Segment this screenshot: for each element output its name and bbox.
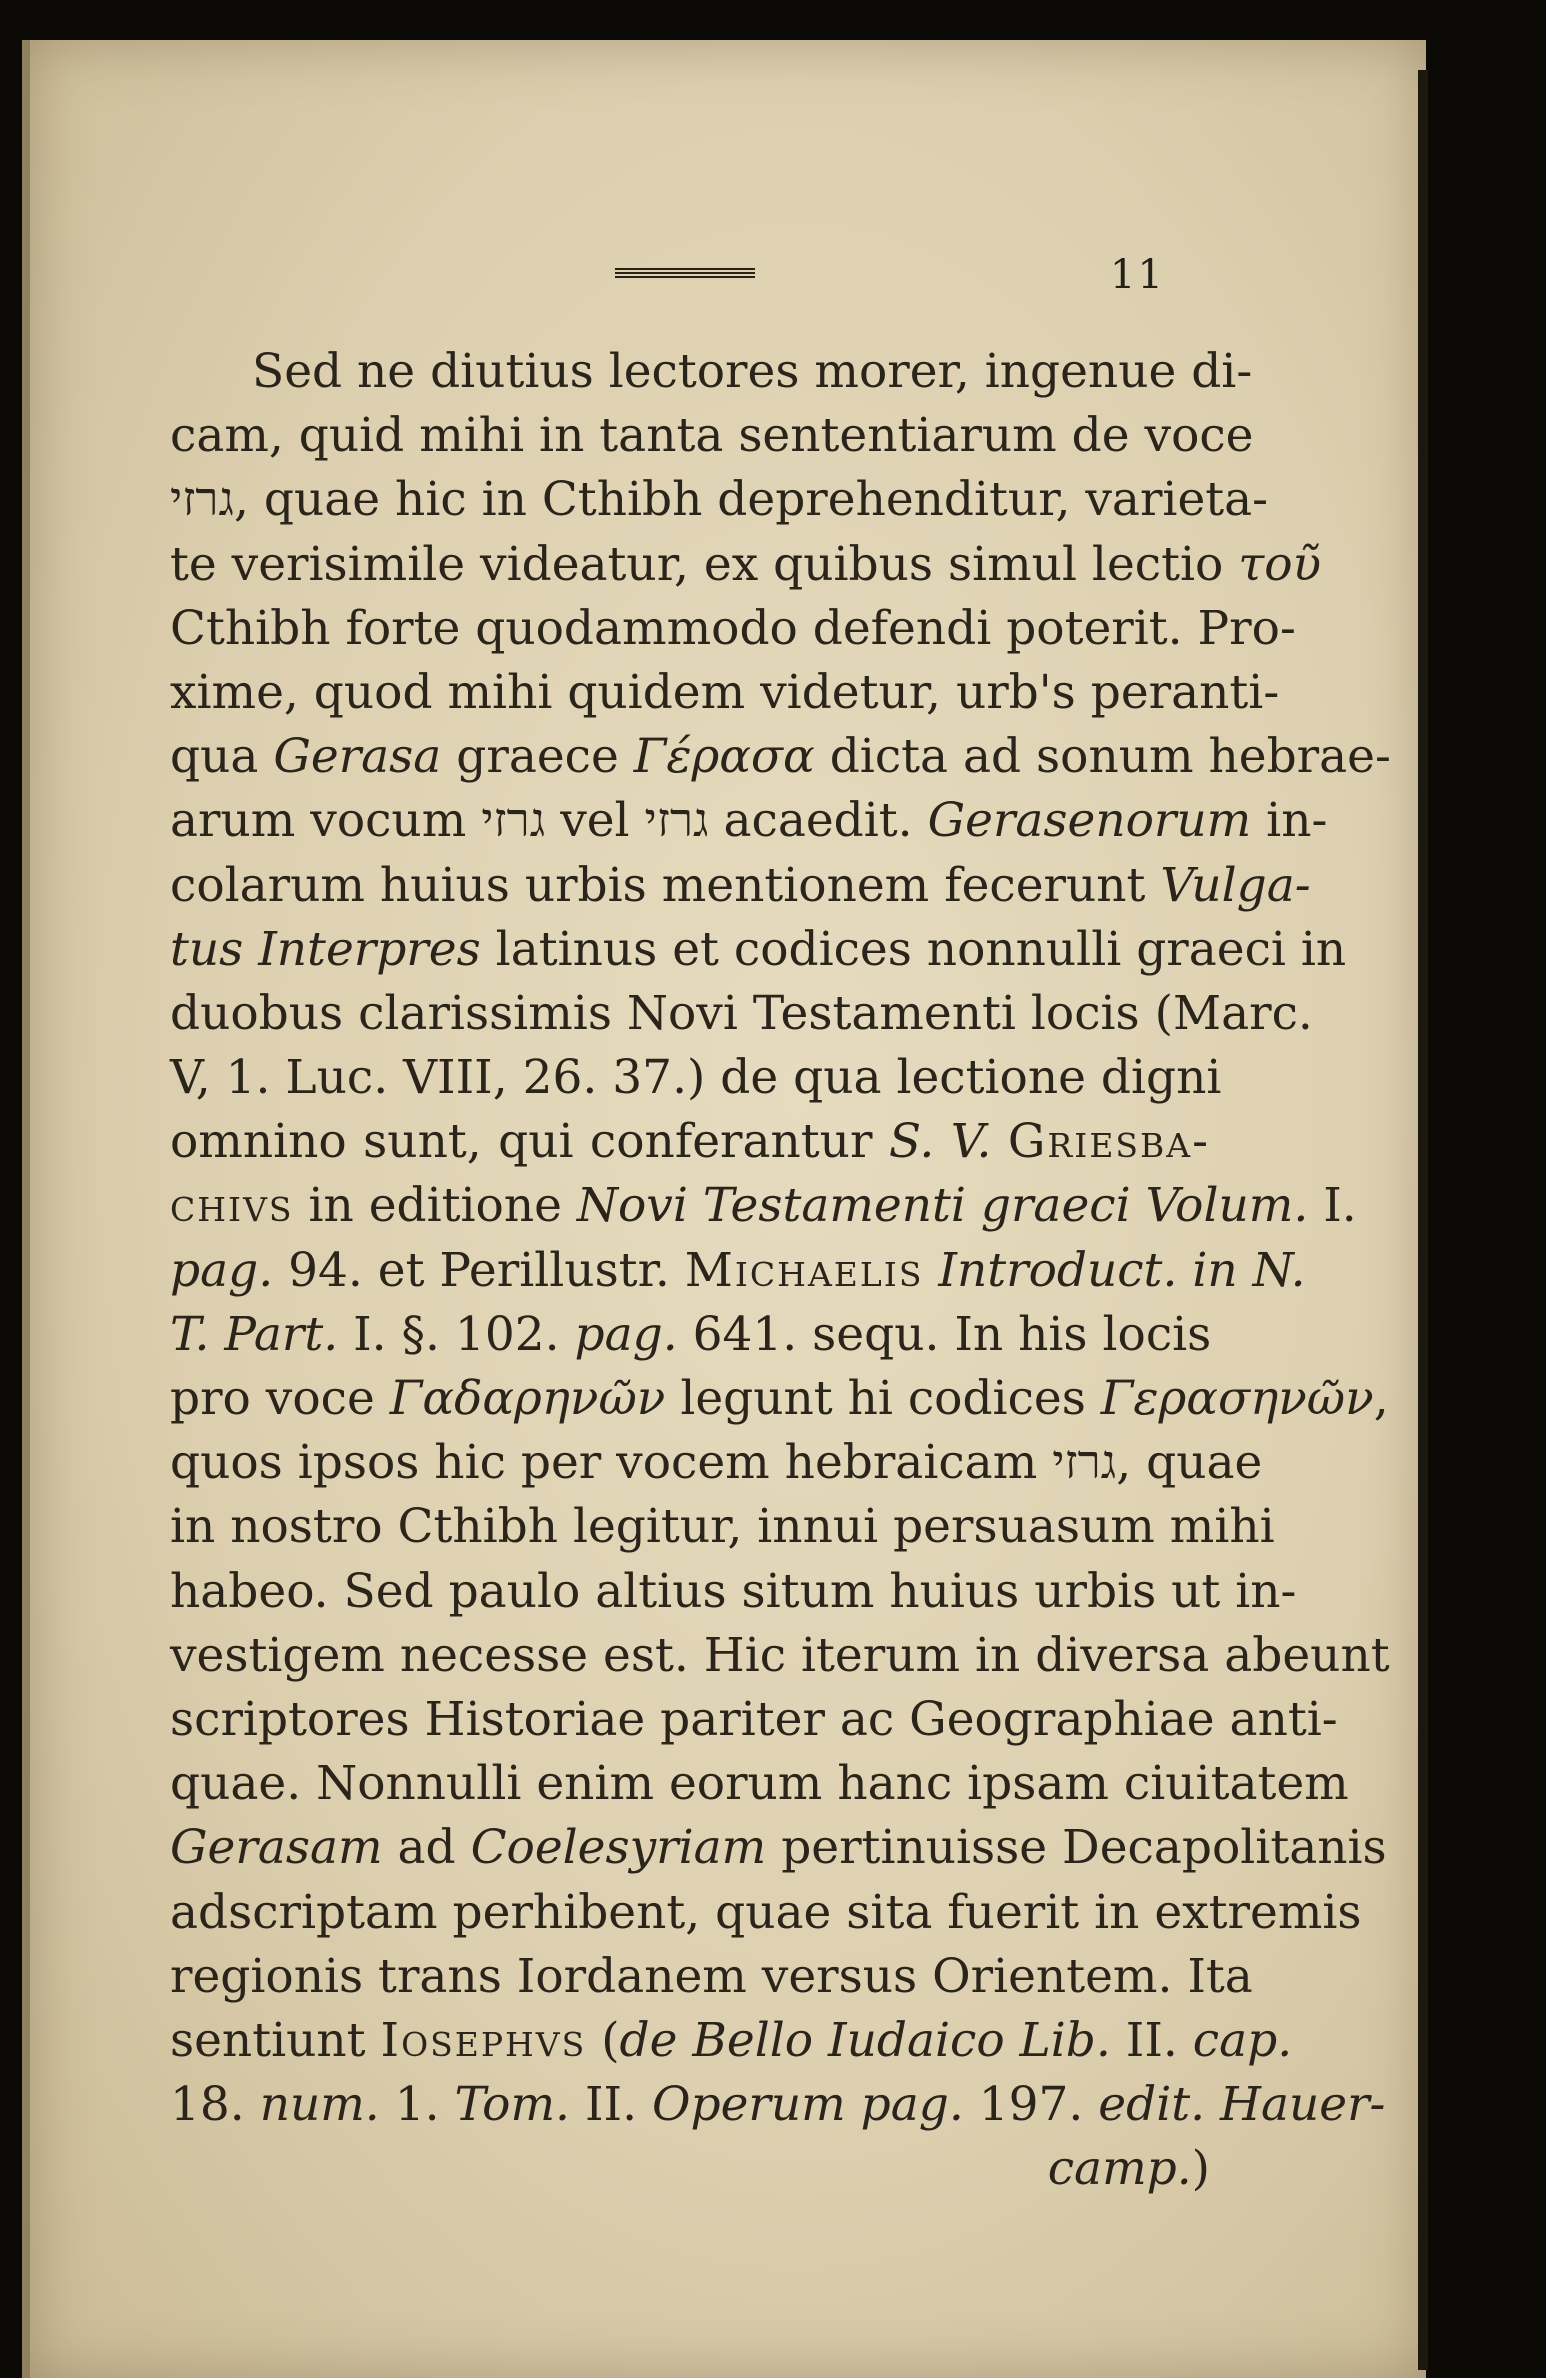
text-run: graece xyxy=(441,729,634,785)
italic-run: num. xyxy=(259,2077,380,2133)
text-line xyxy=(170,2137,1210,2201)
text-line xyxy=(170,468,1269,532)
italic-run: Tom. xyxy=(454,2077,570,2133)
text-run: adscriptam perhibent, quae sita fuerit in extremis xyxy=(170,1884,1362,1940)
text-line xyxy=(170,1239,1306,1303)
text-run: ) xyxy=(1191,2141,1210,2197)
text-run: ( xyxy=(586,2012,620,2068)
text-run: in- xyxy=(1251,793,1328,849)
italic-run: edit. Hauer- xyxy=(1098,2077,1386,2133)
italic-run: pag. xyxy=(574,1306,678,1362)
text-line xyxy=(170,725,1391,789)
text-run: omnino sunt, qui conferantur xyxy=(170,1114,889,1170)
text-run: duobus clarissimis Novi Testamenti locis (Marc. xyxy=(170,985,1313,1041)
italic-run: Vulga- xyxy=(1160,857,1311,913)
text-line xyxy=(170,1367,1389,1431)
body-text xyxy=(170,340,1391,2201)
text-run: quos ipsos hic per vocem hebraicam גרזי, quae xyxy=(170,1435,1263,1491)
small-caps-run: chivs xyxy=(170,1178,294,1234)
italic-run: Gerasenorum xyxy=(927,793,1252,849)
italic-run: de Bello Iudaico Lib. xyxy=(619,2012,1111,2068)
small-caps-run: Iosephvs xyxy=(380,2012,587,2068)
text-run: scriptores Historiae pariter ac Geographiae anti- xyxy=(170,1691,1338,1747)
text-line xyxy=(170,1303,1210,1367)
text-run: regionis trans Iordanem versus Orientem. Ita xyxy=(170,1948,1253,2004)
italic-run: Gerasam xyxy=(170,1820,383,1876)
text-run: cam, quid mihi in tanta sententiarum de voce xyxy=(170,408,1254,464)
italic-run: S. V. xyxy=(888,1114,992,1170)
text-line xyxy=(170,533,1322,597)
text-run: legunt hi codices xyxy=(665,1371,1101,1426)
text-run: I. xyxy=(1308,1178,1357,1234)
text-run: I. §. 102. xyxy=(338,1306,575,1362)
italic-run: Γέρασα xyxy=(633,729,815,785)
text-line xyxy=(170,1881,1362,1945)
text-run: , xyxy=(1373,1371,1389,1426)
text-run: colarum huius urbis mentionem fecerunt xyxy=(170,857,1161,913)
page-number: 11 xyxy=(1110,252,1165,298)
text-line xyxy=(170,918,1347,982)
text-run: pro voce xyxy=(170,1371,390,1426)
text-run: in nostro Cthibh legitur, innui persuasum mihi xyxy=(170,1499,1275,1555)
italic-run: T. Part. xyxy=(170,1306,339,1362)
text-run: pertinuisse Decapolitanis xyxy=(766,1820,1387,1876)
text-run: 641. sequ. In his locis xyxy=(677,1306,1212,1362)
italic-run: Operum pag. xyxy=(651,2077,964,2133)
text-run: latinus et codices nonnulli graeci in xyxy=(480,921,1347,977)
text-line xyxy=(170,1110,1210,1174)
book-page xyxy=(22,40,1426,2378)
small-caps-run: Michaelis xyxy=(684,1242,924,1298)
text-line xyxy=(170,854,1311,918)
text-run: Cthibh forte quodammodo defendi poterit. Pro- xyxy=(170,600,1296,656)
italic-run: τοῦ xyxy=(1238,536,1322,592)
italic-run: Introduct. in N. xyxy=(938,1242,1306,1298)
text-run: 18. xyxy=(170,2077,260,2133)
text-run: vestigem necesse est. Hic iterum in diversa abeunt xyxy=(170,1627,1390,1683)
text-run xyxy=(923,1243,938,1298)
text-run: in editione xyxy=(293,1178,577,1234)
text-run: Sed ne diutius lectores morer, ingenue di- xyxy=(252,344,1253,399)
italic-run: Gerasa xyxy=(273,729,442,785)
text-run: 94. et Perillustr. xyxy=(273,1242,685,1298)
text-line xyxy=(170,1752,1349,1816)
text-line xyxy=(170,340,1253,404)
text-line xyxy=(170,1174,1357,1238)
text-line xyxy=(170,1945,1253,2009)
text-line xyxy=(170,2009,1293,2073)
text-line xyxy=(170,1046,1222,1110)
text-run xyxy=(991,1114,1007,1169)
text-line xyxy=(170,1688,1338,1752)
italic-run: Γερασηνῶν xyxy=(1100,1371,1374,1426)
text-run: 1. xyxy=(379,2077,455,2133)
italic-run: pag. xyxy=(170,1242,274,1298)
text-line xyxy=(170,597,1296,661)
text-run: II. xyxy=(1110,2012,1193,2068)
text-line xyxy=(170,1431,1263,1495)
italic-run: Novi Testamenti graeci Volum. xyxy=(576,1178,1309,1234)
text-run: ad xyxy=(382,1820,471,1876)
text-run: qua xyxy=(170,729,274,785)
italic-run: camp. xyxy=(1047,2141,1192,2197)
text-line xyxy=(170,1560,1297,1624)
page-header xyxy=(30,252,1426,302)
text-line xyxy=(170,982,1313,1046)
text-run: habeo. Sed paulo altius situm huius urbis ut in- xyxy=(170,1563,1297,1619)
text-line xyxy=(170,404,1254,468)
text-line xyxy=(170,661,1280,725)
text-run: arum vocum גרזי vel גרזי acaedit. xyxy=(170,793,928,849)
italic-run: tus Interpres xyxy=(170,921,481,977)
italic-run: Coelesyriam xyxy=(470,1820,767,1876)
italic-run: Γαδαρηνῶν xyxy=(389,1371,666,1426)
text-run: te verisimile videatur, ex quibus simul lectio xyxy=(170,536,1239,592)
text-run: sentiunt xyxy=(170,2012,381,2068)
text-line xyxy=(170,1495,1275,1559)
text-line xyxy=(170,1816,1387,1880)
text-line xyxy=(170,1624,1390,1688)
text-run: dicta ad sonum hebrae- xyxy=(814,729,1391,785)
text-line xyxy=(170,2073,1386,2137)
text-run: xime, quod mihi quidem videtur, urb's peranti- xyxy=(170,664,1280,720)
header-ornament-rule xyxy=(615,268,755,278)
text-run: quae. Nonnulli enim eorum hanc ipsam ciuitatem xyxy=(170,1756,1349,1812)
page-edge xyxy=(1418,70,1428,2370)
text-line xyxy=(170,789,1328,853)
italic-run: cap. xyxy=(1192,2012,1293,2068)
text-run: גרזי, quae hic in Cthibh deprehenditur, varieta- xyxy=(170,472,1269,528)
small-caps-run: Griesba- xyxy=(1007,1114,1210,1170)
text-run: V, 1. Luc. VIII, 26. 37.) de qua lectione digni xyxy=(170,1050,1222,1106)
text-run: 197. xyxy=(963,2077,1099,2133)
text-run: II. xyxy=(570,2077,652,2133)
